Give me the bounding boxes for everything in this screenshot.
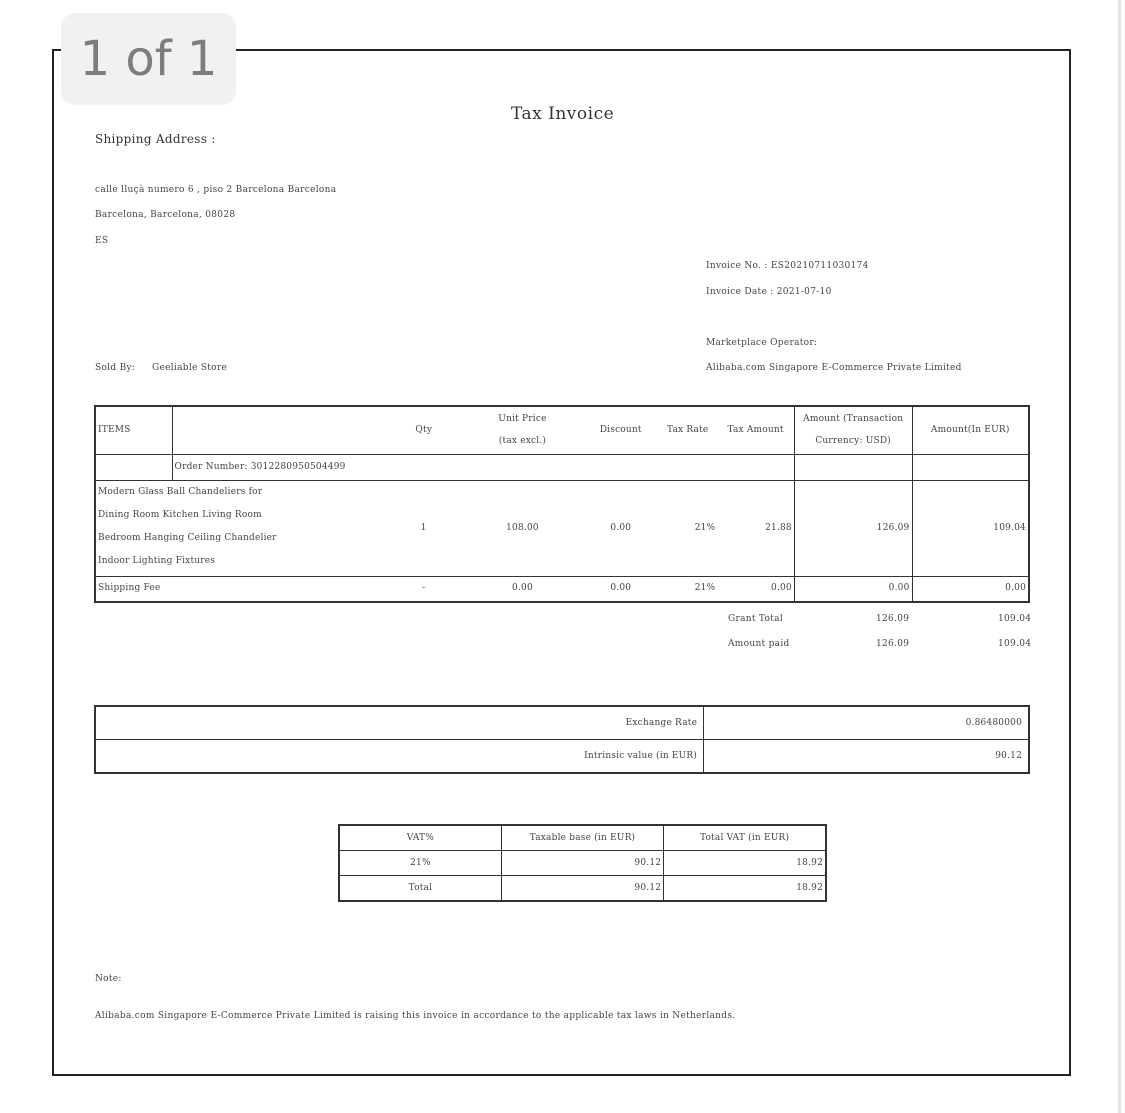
amount-usd-header	[794, 406, 912, 454]
taxable-base: 90.12	[501, 851, 663, 876]
marketplace-operator-label: Marketplace Operator:	[706, 338, 818, 348]
vat-row	[339, 851, 826, 876]
unit-price-header-line2: (tax excl.)	[498, 436, 547, 447]
intrinsic-value-label: Intrinsic value (in EUR)	[95, 740, 704, 774]
tax-rate-header: Tax Rate	[658, 406, 717, 454]
product-unit-price: 108.00	[462, 480, 584, 576]
grant-total-label: Grant Total	[728, 614, 784, 624]
marketplace-operator-name: Alibaba.com Singapore E-Commerce Private Limited	[706, 363, 962, 373]
taxable-base-header: Taxable base (in EUR)	[501, 825, 663, 851]
page-indicator: 1 of 1	[61, 13, 236, 105]
shipping-amount-eur: 0.00	[912, 576, 1029, 602]
invoice-title: Tax Invoice	[511, 104, 615, 124]
product-desc-line-3: Bedroom Hanging Ceiling Chandelier	[98, 532, 277, 543]
shipping-amount-usd: 0.00	[794, 576, 912, 602]
amount-usd-header-line2: Currency: USD)	[815, 436, 892, 447]
order-empty-cell	[95, 454, 172, 480]
product-desc-line-1: Modern Glass Ball Chandeliers for	[98, 486, 263, 497]
shipping-row	[95, 576, 1029, 602]
vat-total-row	[339, 876, 826, 902]
items-header-row	[95, 406, 1029, 454]
shipping-unit-price: 0.00	[462, 576, 584, 602]
shipping-tax-amount: 0.00	[717, 576, 794, 602]
total-vat-total: 18.92	[664, 876, 826, 902]
order-empty-cell	[794, 454, 912, 480]
address-line-2: Barcelona, Barcelona, 08028	[95, 210, 236, 220]
exchange-rate-label: Exchange Rate	[95, 706, 704, 740]
amount-paid-eur: 109.04	[998, 639, 1032, 649]
unit-price-header-line1: Unit Price	[498, 414, 547, 425]
address-line-1: calle lluçà numero 6 , piso 2 Barcelona Barcelona	[95, 185, 337, 195]
intrinsic-value-row	[95, 740, 1029, 774]
amount-paid-usd: 126.09	[876, 639, 910, 649]
total-vat: 18.92	[664, 851, 826, 876]
address-line-3: ES	[95, 236, 109, 246]
shipping-qty: -	[386, 576, 461, 602]
items-table	[94, 405, 1030, 603]
order-number-row	[95, 454, 1029, 480]
product-tax-amount: 21.88	[717, 480, 794, 576]
shipping-address-label: Shipping Address :	[95, 132, 216, 146]
shipping-discount: 0.00	[583, 576, 658, 602]
taxable-base-total: 90.12	[501, 876, 663, 902]
note-label: Note:	[95, 974, 122, 984]
vat-table	[338, 824, 827, 902]
sold-by-label: Sold By:	[95, 363, 136, 373]
tax-amount-header: Tax Amount	[717, 406, 794, 454]
order-empty-cell	[717, 454, 794, 480]
vat-header-row	[339, 825, 826, 851]
invoice-number: Invoice No. : ES20210711030174	[706, 261, 869, 271]
vat-percent: 21%	[339, 851, 501, 876]
product-amount-usd: 126.09	[794, 480, 912, 576]
exchange-rate-value: 0.86480000	[704, 706, 1029, 740]
amount-paid-label: Amount paid	[728, 639, 790, 649]
discount-header: Discount	[583, 406, 658, 454]
scrollbar[interactable]	[1118, 0, 1121, 1113]
vat-percent-header: VAT%	[339, 825, 501, 851]
items-header: ITEMS	[95, 406, 172, 454]
product-desc-line-4: Indoor Lighting Fixtures	[98, 555, 216, 566]
order-number: Order Number: 3012280950504499	[172, 454, 717, 480]
product-description	[95, 480, 386, 576]
qty-header: Qty	[386, 406, 461, 454]
description-header	[172, 406, 386, 454]
unit-price-header	[462, 406, 584, 454]
shipping-tax-rate: 21%	[658, 576, 717, 602]
sold-by-value: Geeliable Store	[152, 363, 228, 373]
product-row	[95, 480, 1029, 576]
vat-total-label: Total	[339, 876, 501, 902]
product-qty: 1	[386, 480, 461, 576]
product-tax-rate: 21%	[658, 480, 717, 576]
note-text: Alibaba.com Singapore E-Commerce Private Limited is raising this invoice in accordance to the applicable tax laws in Netherlands.	[95, 1011, 736, 1021]
product-amount-eur: 109.04	[912, 480, 1029, 576]
order-empty-cell	[912, 454, 1029, 480]
amount-eur-header: Amount(In EUR)	[912, 406, 1029, 454]
shipping-label: Shipping Fee	[95, 576, 386, 602]
grant-total-eur: 109.04	[998, 614, 1032, 624]
exchange-table	[94, 705, 1030, 774]
intrinsic-value-value: 90.12	[704, 740, 1029, 774]
product-desc-line-2: Dining Room Kitchen Living Room	[98, 509, 262, 520]
amount-usd-header-line1: Amount (Transaction	[803, 414, 904, 425]
grant-total-usd: 126.09	[876, 614, 910, 624]
total-vat-header: Total VAT (in EUR)	[664, 825, 826, 851]
invoice-date: Invoice Date : 2021-07-10	[706, 287, 832, 297]
exchange-rate-row	[95, 706, 1029, 740]
product-discount: 0.00	[583, 480, 658, 576]
